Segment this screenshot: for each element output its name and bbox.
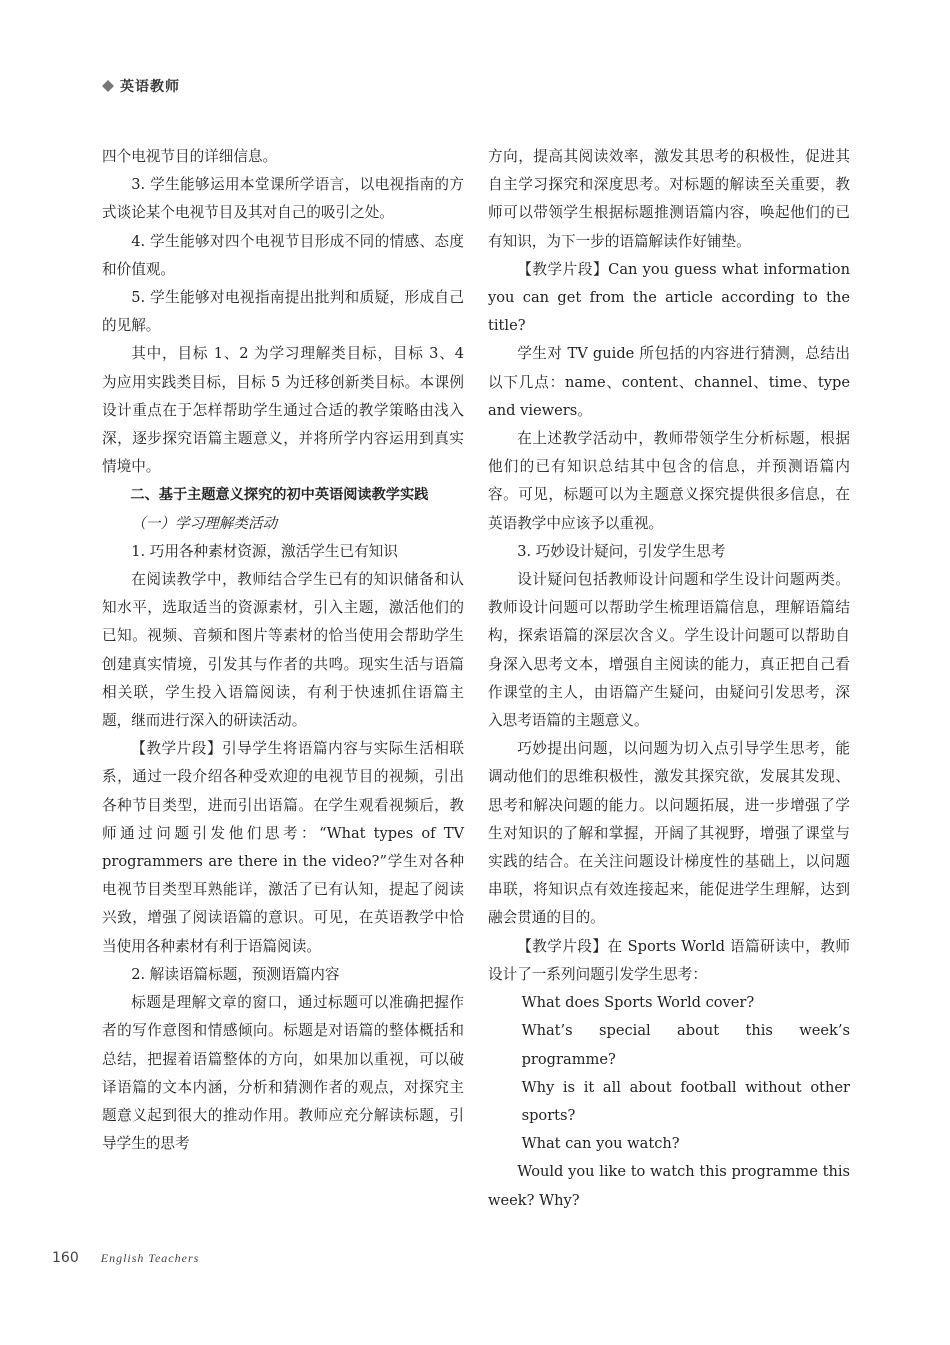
journal-name-en: English Teachers <box>100 1251 200 1265</box>
point-heading: 1. 巧用各种素材资源，激活学生已有知识 <box>131 542 398 560</box>
left-column <box>102 143 464 1158</box>
paragraph: 在上述教学活动中，教师带领学生分析标题，根据他们的已有知识总结其中包含的信息，并预测语篇内容。可见，标题可以为主题意义探究提供很多信息，在英语教学中应该予以重视。 <box>488 430 850 532</box>
teaching-excerpt: 【教学片段】引导学生将语篇内容与实际生活相联系，通过一段介绍各种受欢迎的电视节目的视频，引出各种节目类型，进而引出语篇。在学生观看视频后，教师通过问题引发他们思考：“What types of TV programmers are there in the video?”学生对各种电视节目类型耳熟能详，激活了已有认知，提起了阅读兴致，增强了阅读语篇的意识。可见，在英语教学中恰当使用各种素材有利于语篇阅读。 <box>102 740 464 955</box>
journal-title: 英语教师 <box>120 79 180 95</box>
question-item: What’s special about this week’s programme? <box>521 1022 850 1068</box>
subsection-heading: （一）学习理解类活动 <box>131 514 278 532</box>
paragraph: 其中，目标 1、2 为学习理解类目标，目标 3、4 为应用实践类目标，目标 5 为迁移创新类目标。本课例设计重点在于怎样帮助学生通过合适的教学策略由浅入深，逐步探究语篇主题意义，并将所学内容运用到真实情境中。 <box>102 345 464 476</box>
objective-item: 5. 学生能够对电视指南提出批判和质疑，形成自己的见解。 <box>102 289 464 335</box>
paragraph: 巧妙提出问题，以问题为切入点引导学生思考，能调动他们的思维积极性，激发其探究欲，发展其发现、思考和解决问题的能力。以问题拓展，进一步增强了学生对知识的了解和掌握，开阔了其视野，增强了课堂与实践的结合。在关注问题设计梯度性的基础上，以问题串联，将知识点有效连接起来，能促进学生理解，达到融会贯通的目的。 <box>488 740 850 927</box>
question-item: Why is it all about football without other sports? <box>521 1078 850 1124</box>
question-item: Would you like to watch this programme this week? Why? <box>488 1163 850 1209</box>
section-heading: 二、基于主题意义探究的初中英语阅读教学实践 <box>130 487 429 504</box>
right-column <box>488 143 850 1215</box>
teaching-excerpt: 【教学片段】Can you guess what information you can get from the article according to the title? <box>488 260 850 335</box>
paragraph: 方向，提高其阅读效率，激发其思考的积极性，促进其自主学习探究和深度思考。对标题的解读至关重要，教师可以带领学生根据标题推测语篇内容，唤起他们的已有知识，为下一步的语篇解读作好铺垫。 <box>488 148 850 250</box>
paragraph: 学生对 TV guide 所包括的内容进行猜测，总结出以下几点：name、content、channel、time、type and viewers。 <box>488 345 850 419</box>
point-heading: 3. 巧妙设计疑问，引发学生思考 <box>517 542 726 560</box>
running-header <box>102 76 180 96</box>
teaching-excerpt: 【教学片段】在 Sports World 语篇研读中，教师设计了一系列问题引发学生思考： <box>488 937 850 983</box>
paragraph: 四个电视节目的详细信息。 <box>102 148 278 165</box>
paragraph: 设计疑问包括教师设计问题和学生设计问题两类。教师设计问题可以帮助学生梳理语篇信息，理解语篇结构，探索语篇的深层次含义。学生设计问题可以帮助自身深入思考文本，增强自主阅读的能力，真正把自己看作课堂的主人，由语篇产生疑问，由疑问引发思考，深入思考语篇的主题意义。 <box>488 571 850 730</box>
page-footer <box>52 1250 199 1266</box>
point-heading: 2. 解读语篇标题，预测语篇内容 <box>131 965 340 983</box>
question-item: What does Sports World cover? <box>521 994 755 1012</box>
objective-item: 4. 学生能够对四个电视节目形成不同的情感、态度和价值观。 <box>102 232 464 278</box>
paragraph: 标题是理解文章的窗口，通过标题可以准确把握作者的写作意图和情感倾向。标题是对语篇的整体概括和总结，把握着语篇整体的方向，如果加以重视，可以破译语篇的文本内涵，分析和猜测作者的观点，对探究主题意义起到很大的推动作用。教师应充分解读标题，引导学生的思考 <box>102 994 464 1153</box>
page-number: 160 <box>52 1250 79 1266</box>
diamond-icon <box>102 80 114 92</box>
question-item: What can you watch? <box>521 1135 680 1153</box>
objective-item: 3. 学生能够运用本堂课所学语言，以电视指南的方式谈论某个电视节目及其对自己的吸引之处。 <box>102 176 464 222</box>
paragraph: 在阅读教学中，教师结合学生已有的知识储备和认知水平，选取适当的资源素材，引入主题，激活他们的已知。视频、音频和图片等素材的恰当使用会帮助学生创建真实情境，引发其与作者的共鸣。现实生活与语篇相关联，学生投入语篇阅读，有利于快速抓住语篇主题，继而进行深入的研读活动。 <box>102 571 464 730</box>
